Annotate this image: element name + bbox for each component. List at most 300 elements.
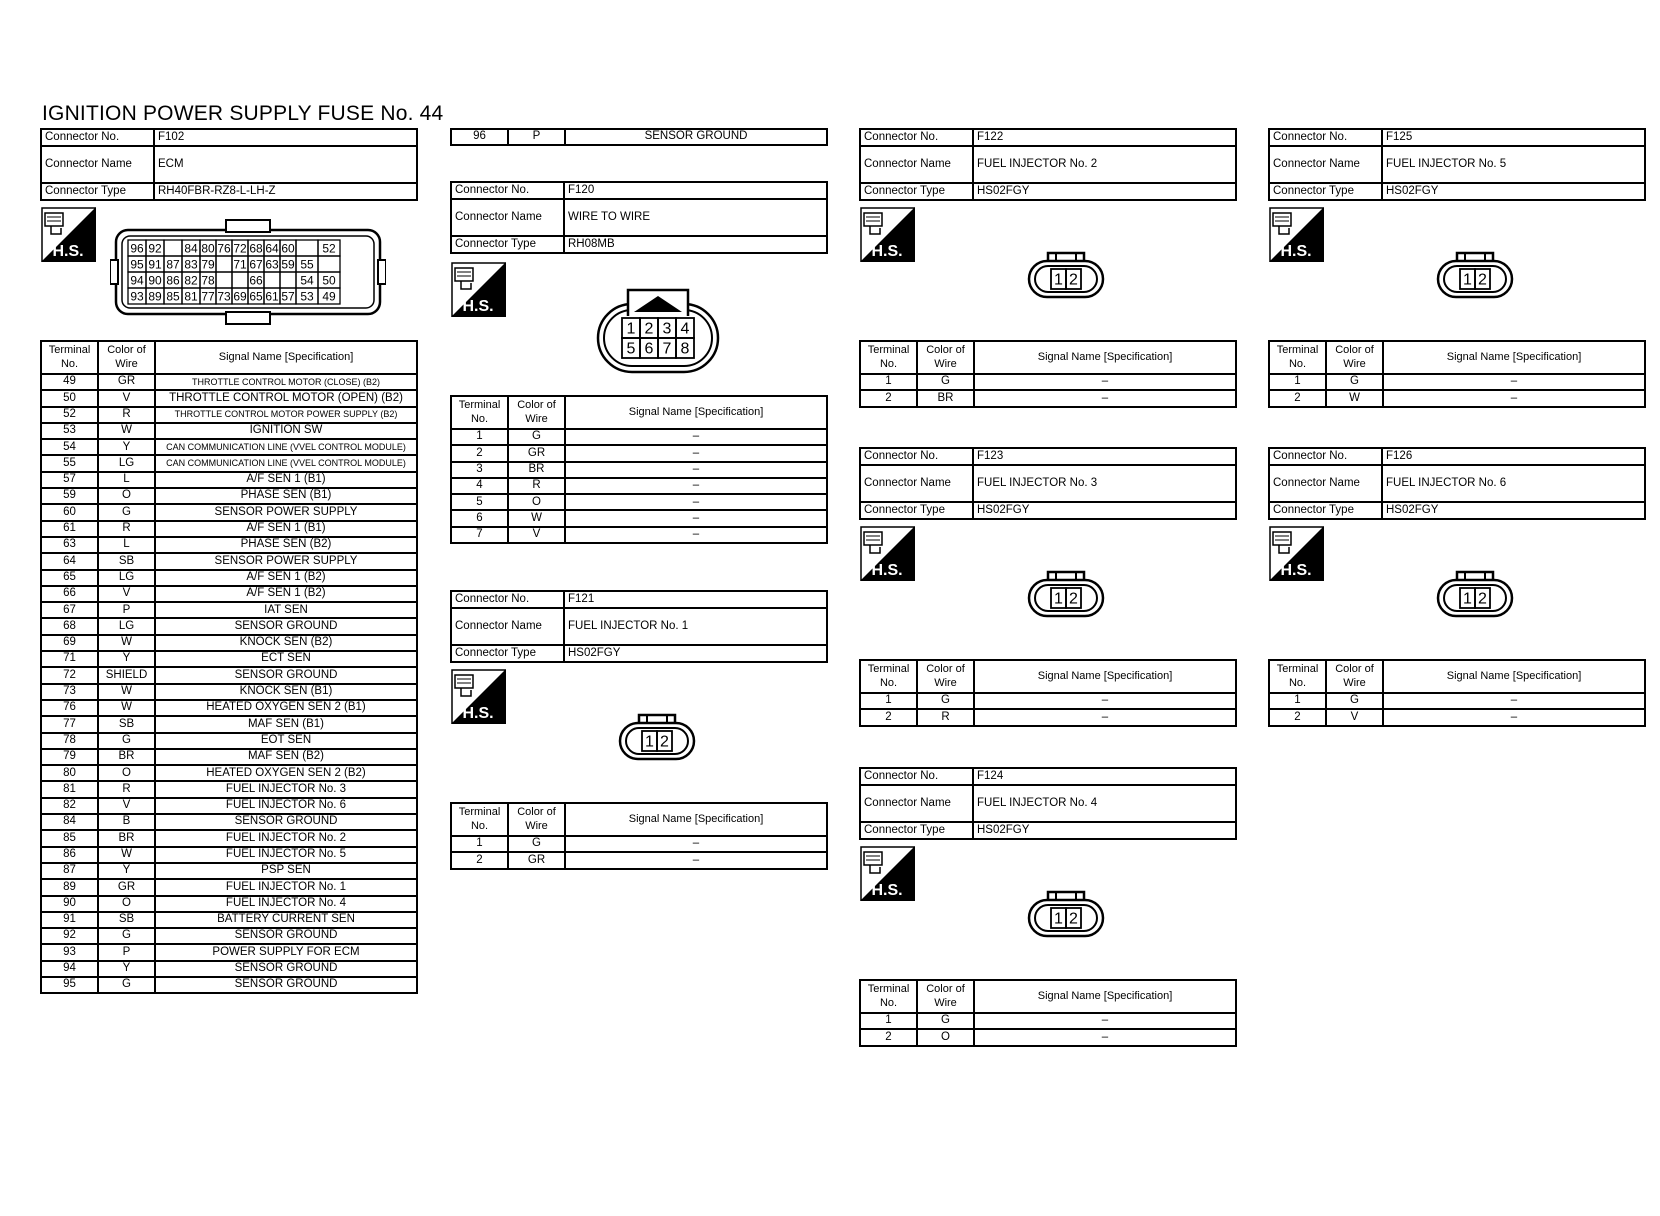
table-header-row — [451, 396, 827, 429]
wire-color-cell: BR — [917, 390, 974, 406]
table-row — [1269, 374, 1645, 390]
pin-table-f122 — [859, 340, 1237, 408]
pin-number: 79 — [201, 257, 215, 272]
f120-connector-face-svg — [594, 286, 722, 376]
wire-color-cell: G — [1326, 374, 1383, 390]
pin-table-f125 — [1268, 340, 1646, 408]
hs-icon-svg — [860, 207, 915, 262]
ecm-connector-face — [110, 216, 386, 333]
pin-number: 1 — [626, 320, 636, 338]
table-row — [860, 709, 1236, 725]
wire-color-cell: W — [98, 700, 155, 716]
wire-color-cell: O — [508, 494, 565, 510]
terminal-cell: 50 — [41, 390, 98, 406]
terminal-cell: 7 — [451, 527, 508, 543]
terminal-cell: 61 — [41, 521, 98, 537]
terminal-cell: 2 — [451, 445, 508, 461]
signal-name-header: Signal Name [Specification] — [1383, 341, 1645, 374]
pin-number: 69 — [233, 289, 247, 304]
label-connector-no: Connector No. — [451, 182, 564, 199]
signal-cell: BATTERY CURRENT SEN — [155, 912, 417, 928]
signal-cell: ECT SEN — [155, 651, 417, 667]
terminal-cell: 66 — [41, 586, 98, 602]
pin-table-f102 — [40, 340, 418, 994]
signal-name-header: Signal Name [Specification] — [155, 341, 417, 374]
label-connector-name: Connector Name — [860, 465, 973, 502]
pin-number: 1 — [1054, 271, 1063, 289]
signal-cell: – — [565, 429, 827, 445]
terminal-cell: 91 — [41, 912, 98, 928]
hs-icon-svg — [451, 669, 506, 724]
terminal-cell: 86 — [41, 847, 98, 863]
pin-number: 2 — [1478, 590, 1487, 608]
f125-connector-face — [1435, 249, 1515, 310]
signal-cell: SENSOR GROUND — [155, 814, 417, 830]
pin-number: 6 — [644, 340, 654, 358]
page-title: IGNITION POWER SUPPLY FUSE No. 44 — [42, 102, 444, 125]
f120-connector-face — [594, 286, 722, 381]
hs-label: H.S. — [871, 243, 903, 260]
table-row — [41, 716, 417, 732]
wire-color-cell: W — [98, 635, 155, 651]
connector-header-f102 — [40, 128, 418, 201]
pin-number: 52 — [322, 241, 336, 256]
wire-color-cell: GR — [508, 445, 565, 461]
signal-cell: A/F SEN 1 (B1) — [155, 472, 417, 488]
signal-cell: – — [1383, 709, 1645, 725]
pin-number: 85 — [166, 289, 180, 304]
wire-color-cell: R — [98, 781, 155, 797]
signal-cell: A/F SEN 1 (B2) — [155, 586, 417, 602]
table-row — [41, 912, 417, 928]
signal-cell: SENSOR GROUND — [155, 667, 417, 683]
wire-color-cell: W — [1326, 390, 1383, 406]
connector-type-value: HS02FGY — [973, 502, 1236, 519]
terminal-cell: 77 — [41, 716, 98, 732]
terminal-cell: 2 — [860, 1029, 917, 1045]
f123-connector-face — [1026, 568, 1106, 629]
pin-number: 67 — [249, 257, 263, 272]
terminal-no-header: Terminal No. — [860, 980, 917, 1013]
pin-table-f120 — [450, 395, 828, 544]
table-row — [41, 423, 417, 439]
table-row — [860, 390, 1236, 406]
terminal-no-header: Terminal No. — [1269, 660, 1326, 693]
pin-number: 73 — [217, 289, 231, 304]
pin-number: 71 — [233, 257, 247, 272]
terminal-cell: 67 — [41, 602, 98, 618]
signal-name-header: Signal Name [Specification] — [974, 341, 1236, 374]
wire-color-cell: R — [98, 521, 155, 537]
pin-number: 92 — [148, 241, 162, 256]
connector-no-value: F121 — [564, 591, 827, 608]
connector-name-value: FUEL INJECTOR No. 2 — [973, 146, 1236, 183]
table-row — [860, 693, 1236, 709]
connector-name-value: WIRE TO WIRE — [564, 199, 827, 236]
pin-number: 7 — [662, 340, 672, 358]
pin-number: 61 — [265, 289, 279, 304]
terminal-cell: 82 — [41, 798, 98, 814]
pin-number: 5 — [626, 340, 636, 358]
terminal-cell: 1 — [860, 1013, 917, 1029]
wire-color-cell: G — [917, 1013, 974, 1029]
terminal-cell: 96 — [451, 129, 508, 145]
pin-number: 2 — [1478, 271, 1487, 289]
wire-color-cell: Y — [98, 863, 155, 879]
terminal-cell: 57 — [41, 472, 98, 488]
table-header-row — [41, 341, 417, 374]
terminal-cell: 1 — [860, 374, 917, 390]
table-row — [860, 1013, 1236, 1029]
connector-type-value: HS02FGY — [1382, 502, 1645, 519]
wire-color-cell: P — [98, 944, 155, 960]
wire-color-cell: R — [508, 478, 565, 494]
pin-number: 93 — [130, 289, 144, 304]
wire-color-cell: V — [508, 527, 565, 543]
table-row — [41, 667, 417, 683]
wire-color-header: Color of Wire — [508, 396, 565, 429]
harness-side-icon — [860, 526, 915, 581]
wire-color-cell: P — [98, 602, 155, 618]
label-connector-name: Connector Name — [1269, 465, 1382, 502]
wire-color-cell: SB — [98, 912, 155, 928]
label-connector-type: Connector Type — [1269, 183, 1382, 200]
signal-cell: – — [565, 836, 827, 852]
f125-connector-face-svg — [1435, 249, 1515, 305]
table-row — [41, 781, 417, 797]
connector-header-f123 — [859, 447, 1237, 520]
harness-side-icon — [860, 207, 915, 262]
wire-color-cell: W — [98, 684, 155, 700]
pin-number: 80 — [201, 241, 215, 256]
terminal-cell: 63 — [41, 537, 98, 553]
wire-color-cell: W — [98, 423, 155, 439]
wire-color-cell: L — [98, 537, 155, 553]
wire-color-cell: G — [98, 977, 155, 993]
f122-connector-face — [1026, 249, 1106, 310]
wire-color-header: Color of Wire — [508, 803, 565, 836]
signal-cell: – — [974, 390, 1236, 406]
wire-color-cell: G — [917, 374, 974, 390]
terminal-cell: 1 — [860, 693, 917, 709]
f126-connector-face — [1435, 568, 1515, 629]
signal-cell: – — [974, 709, 1236, 725]
wire-color-cell: B — [98, 814, 155, 830]
pin-number: 4 — [680, 320, 690, 338]
pin-number: 90 — [148, 273, 162, 288]
hs-icon-svg — [41, 207, 96, 262]
table-header-row — [1269, 660, 1645, 693]
signal-cell: CAN COMMUNICATION LINE (VVEL CONTROL MODULE) — [155, 439, 417, 455]
signal-name-header: Signal Name [Specification] — [974, 980, 1236, 1013]
pin-number: 91 — [148, 257, 162, 272]
hs-label: H.S. — [871, 882, 903, 899]
signal-cell: IGNITION SW — [155, 423, 417, 439]
table-row — [41, 977, 417, 993]
wire-color-cell: LG — [98, 570, 155, 586]
harness-side-icon — [451, 669, 506, 724]
pin-number: 49 — [322, 289, 336, 304]
table-row — [451, 129, 827, 145]
table-header-row — [1269, 341, 1645, 374]
terminal-cell: 2 — [860, 390, 917, 406]
table-row — [41, 472, 417, 488]
connector-type-value: HS02FGY — [564, 645, 827, 662]
label-connector-name: Connector Name — [860, 146, 973, 183]
terminal-cell: 2 — [1269, 390, 1326, 406]
connector-name-value: FUEL INJECTOR No. 6 — [1382, 465, 1645, 502]
pin-number: 60 — [281, 241, 295, 256]
table-row — [860, 374, 1236, 390]
harness-side-icon — [860, 846, 915, 901]
pin-number: 1 — [1054, 590, 1063, 608]
signal-cell: CAN COMMUNICATION LINE (VVEL CONTROL MODULE) — [155, 455, 417, 471]
terminal-cell: 81 — [41, 781, 98, 797]
connector-type-value: HS02FGY — [973, 822, 1236, 839]
terminal-no-header: Terminal No. — [860, 660, 917, 693]
table-header-row — [860, 980, 1236, 1013]
f122-connector-face-svg — [1026, 249, 1106, 305]
pin-number: 96 — [130, 241, 144, 256]
connector-type-value: HS02FGY — [1382, 183, 1645, 200]
signal-cell: – — [1383, 374, 1645, 390]
terminal-cell: 64 — [41, 553, 98, 569]
terminal-cell: 2 — [451, 852, 508, 868]
pin-number: 2 — [1069, 271, 1078, 289]
label-connector-no: Connector No. — [41, 129, 154, 146]
wire-color-header: Color of Wire — [1326, 341, 1383, 374]
hand-icon — [864, 532, 882, 553]
terminal-cell: 1 — [1269, 374, 1326, 390]
signal-cell: FUEL INJECTOR No. 3 — [155, 781, 417, 797]
wire-color-cell: R — [917, 709, 974, 725]
table-row — [41, 374, 417, 390]
pin-number: 50 — [322, 273, 336, 288]
connector-name-value: ECM — [154, 146, 417, 183]
signal-cell: THROTTLE CONTROL MOTOR (OPEN) (B2) — [155, 390, 417, 406]
wire-color-cell: G — [917, 693, 974, 709]
signal-cell: – — [565, 852, 827, 868]
table-row — [1269, 709, 1645, 725]
signal-cell: POWER SUPPLY FOR ECM — [155, 944, 417, 960]
terminal-cell: 4 — [451, 478, 508, 494]
terminal-cell: 49 — [41, 374, 98, 390]
signal-cell: PHASE SEN (B2) — [155, 537, 417, 553]
terminal-cell: 5 — [451, 494, 508, 510]
wire-color-cell: O — [98, 765, 155, 781]
wire-color-cell: G — [98, 733, 155, 749]
pin-number: 1 — [1463, 271, 1472, 289]
connector-header-f124 — [859, 767, 1237, 840]
wire-color-cell: GR — [98, 879, 155, 895]
signal-cell: SENSOR GROUND — [155, 977, 417, 993]
table-row — [41, 407, 417, 423]
signal-cell: – — [1383, 693, 1645, 709]
pin-number: 1 — [645, 733, 654, 751]
pin-number: 68 — [249, 241, 263, 256]
terminal-cell: 2 — [1269, 709, 1326, 725]
terminal-no-header: Terminal No. — [451, 396, 508, 429]
table-row — [41, 700, 417, 716]
label-connector-no: Connector No. — [860, 129, 973, 146]
table-row — [41, 749, 417, 765]
pin-table-f121 — [450, 802, 828, 870]
label-connector-name: Connector Name — [41, 146, 154, 183]
hs-icon-svg — [860, 526, 915, 581]
pin-number: 89 — [148, 289, 162, 304]
terminal-no-header: Terminal No. — [41, 341, 98, 374]
terminal-cell: 68 — [41, 618, 98, 634]
terminal-cell: 2 — [860, 709, 917, 725]
pin-number: 66 — [249, 273, 263, 288]
table-row — [451, 836, 827, 852]
label-connector-no: Connector No. — [1269, 129, 1382, 146]
table-row — [1269, 693, 1645, 709]
pin-number: 65 — [249, 289, 263, 304]
terminal-no-header: Terminal No. — [860, 341, 917, 374]
hand-icon — [455, 675, 473, 696]
wire-color-header: Color of Wire — [917, 660, 974, 693]
f123-connector-face-svg — [1026, 568, 1106, 624]
terminal-cell: 54 — [41, 439, 98, 455]
table-row — [41, 765, 417, 781]
signal-cell: – — [1383, 390, 1645, 406]
connector-no-value: F123 — [973, 448, 1236, 465]
hs-icon-svg — [860, 846, 915, 901]
terminal-cell: 90 — [41, 896, 98, 912]
table-row — [41, 635, 417, 651]
wire-color-cell: O — [98, 896, 155, 912]
connector-header-f120 — [450, 181, 828, 254]
pin-number: 72 — [233, 241, 247, 256]
table-row — [451, 510, 827, 526]
connector-type-value: HS02FGY — [973, 183, 1236, 200]
signal-cell: HEATED OXYGEN SEN 2 (B1) — [155, 700, 417, 716]
pin-number: 78 — [201, 273, 215, 288]
signal-cell: FUEL INJECTOR No. 5 — [155, 847, 417, 863]
table-row — [860, 1029, 1236, 1045]
signal-cell: – — [565, 478, 827, 494]
terminal-cell: 69 — [41, 635, 98, 651]
signal-cell: – — [565, 445, 827, 461]
table-row — [41, 521, 417, 537]
terminal-cell: 53 — [41, 423, 98, 439]
wire-color-cell: LG — [98, 618, 155, 634]
terminal-cell: 87 — [41, 863, 98, 879]
f121-connector-face — [617, 711, 697, 772]
terminal-cell: 1 — [451, 429, 508, 445]
wire-color-cell: LG — [98, 455, 155, 471]
hs-label: H.S. — [1280, 243, 1312, 260]
table-row — [41, 944, 417, 960]
table-row — [451, 462, 827, 478]
terminal-cell: 85 — [41, 830, 98, 846]
pin-number: 82 — [184, 273, 198, 288]
table-row — [41, 602, 417, 618]
connector-header-f122 — [859, 128, 1237, 201]
connector-name-value: FUEL INJECTOR No. 3 — [973, 465, 1236, 502]
pin-number: 95 — [130, 257, 144, 272]
table-row — [41, 830, 417, 846]
table-row — [41, 879, 417, 895]
hand-icon — [45, 213, 63, 234]
signal-cell: HEATED OXYGEN SEN 2 (B2) — [155, 765, 417, 781]
terminal-cell: 76 — [41, 700, 98, 716]
pin-number: 55 — [300, 257, 314, 272]
wire-color-cell: BR — [98, 749, 155, 765]
table-row — [451, 429, 827, 445]
pin-number: 59 — [281, 257, 295, 272]
signal-cell: – — [974, 1029, 1236, 1045]
terminal-cell: 1 — [451, 836, 508, 852]
connector-name-value: FUEL INJECTOR No. 4 — [973, 785, 1236, 822]
table-row — [41, 798, 417, 814]
table-row — [41, 537, 417, 553]
signal-cell: FUEL INJECTOR No. 1 — [155, 879, 417, 895]
signal-cell: FUEL INJECTOR No. 4 — [155, 896, 417, 912]
terminal-cell: 78 — [41, 733, 98, 749]
terminal-cell: 3 — [451, 462, 508, 478]
wire-color-cell: GR — [508, 852, 565, 868]
pin-table-f126 — [1268, 659, 1646, 727]
signal-cell: MAF SEN (B2) — [155, 749, 417, 765]
table-row — [41, 814, 417, 830]
signal-cell: KNOCK SEN (B1) — [155, 684, 417, 700]
table-row — [451, 445, 827, 461]
table-row — [451, 527, 827, 543]
connector-header-f125 — [1268, 128, 1646, 201]
pin-number: 57 — [281, 289, 295, 304]
terminal-cell: 84 — [41, 814, 98, 830]
wire-color-cell: V — [1326, 709, 1383, 725]
ecm-connector-face-svg — [110, 216, 386, 328]
table-row — [41, 504, 417, 520]
hand-icon — [864, 852, 882, 873]
signal-cell: PHASE SEN (B1) — [155, 488, 417, 504]
table-row — [41, 651, 417, 667]
signal-cell: – — [974, 693, 1236, 709]
wire-color-cell: GR — [98, 374, 155, 390]
wire-color-header: Color of Wire — [917, 980, 974, 1013]
table-row — [41, 553, 417, 569]
signal-cell: THROTTLE CONTROL MOTOR (CLOSE) (B2) — [155, 374, 417, 390]
signal-cell: – — [565, 527, 827, 543]
signal-cell: KNOCK SEN (B2) — [155, 635, 417, 651]
wire-color-header: Color of Wire — [98, 341, 155, 374]
pin-number: 76 — [217, 241, 231, 256]
f121-connector-face-svg — [617, 711, 697, 767]
hs-label: H.S. — [1280, 562, 1312, 579]
label-connector-no: Connector No. — [451, 591, 564, 608]
wire-color-header: Color of Wire — [1326, 660, 1383, 693]
harness-side-icon — [41, 207, 96, 262]
signal-cell: FUEL INJECTOR No. 2 — [155, 830, 417, 846]
hs-label: H.S. — [462, 298, 494, 315]
connector-header-f121 — [450, 590, 828, 663]
signal-name-header: Signal Name [Specification] — [565, 396, 827, 429]
table-row — [41, 488, 417, 504]
connector-name-value: FUEL INJECTOR No. 1 — [564, 608, 827, 645]
f124-connector-face — [1026, 888, 1106, 949]
wire-color-cell: Y — [98, 439, 155, 455]
terminal-no-header: Terminal No. — [451, 803, 508, 836]
table-row — [451, 478, 827, 494]
signal-cell: MAF SEN (B1) — [155, 716, 417, 732]
signal-cell: IAT SEN — [155, 602, 417, 618]
wire-color-cell: O — [917, 1029, 974, 1045]
hs-icon-svg — [451, 262, 506, 317]
wire-color-cell: BR — [98, 830, 155, 846]
